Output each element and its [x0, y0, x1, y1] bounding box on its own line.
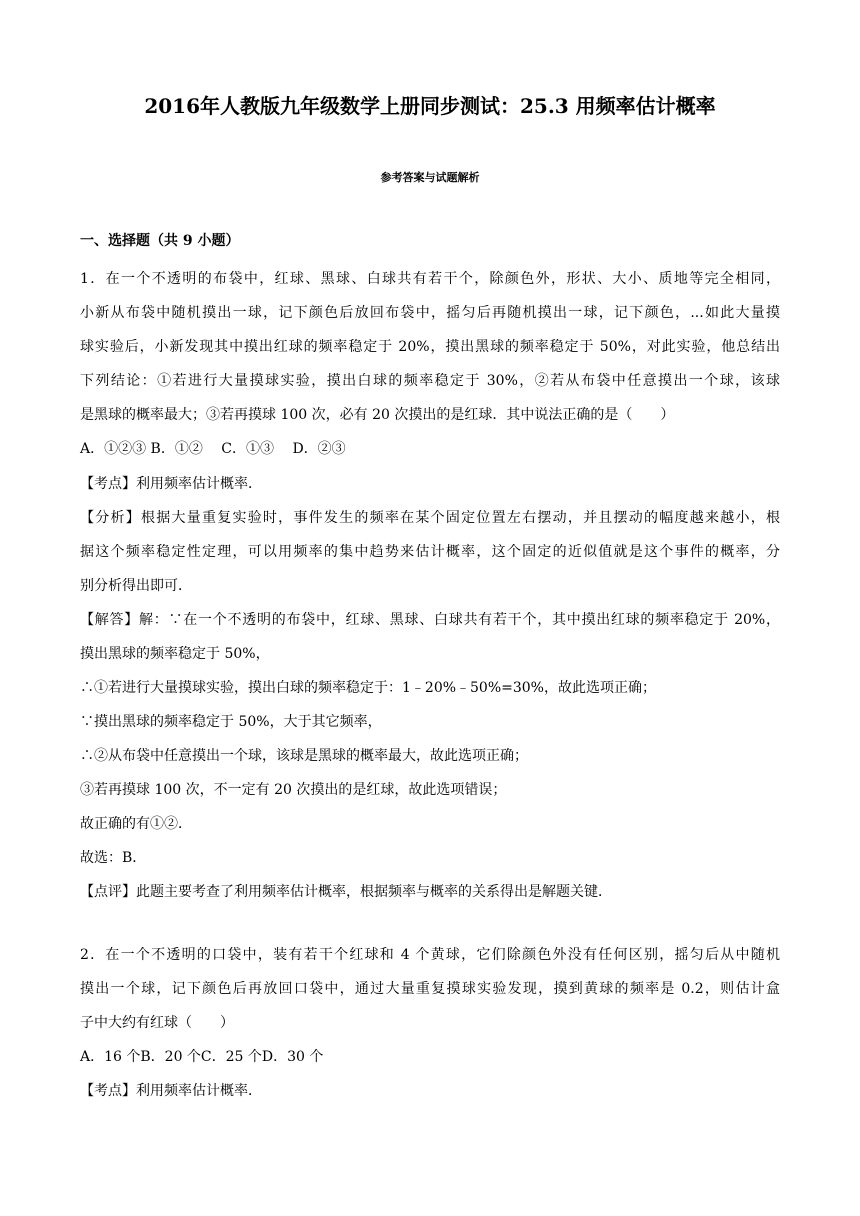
q1-options: A．①②③ B．①② C．①③ D．②③ — [80, 441, 346, 457]
q1-jieda-line: 故选：B． — [80, 850, 147, 866]
q2-stem-line: 子中大约有红球（ ） — [80, 1015, 234, 1031]
q2-kaodian: 【考点】利用频率估计概率． — [80, 1083, 262, 1099]
q1-stem-line: 球实验后，小新发现其中摸出红球的频率稳定于 20%，摸出黑球的频率稳定于 50%，对此实验，他总结出 — [80, 339, 780, 355]
q1-stem-line: 下列结论：①若进行大量摸球实验，摸出白球的频率稳定于 30%，②若从布袋中任意摸出一个球，该球 — [80, 373, 780, 389]
q1-stem-line: 1．在一个不透明的布袋中，红球、黑球、白球共有若干个，除颜色外，形状、大小、质地等完全相同， — [80, 271, 780, 287]
q1-jieda-line: ③若再摸球 100 次，不一定有 20 次摸出的是红球，故此选项错误； — [80, 782, 507, 798]
q1-fenxi-line: 据这个频率稳定性定理，可以用频率的集中趋势来估计概率，这个固定的近似值就是这个事件的概率，分 — [80, 544, 780, 560]
q1-fenxi-line: 【分析】根据大量重复实验时，事件发生的频率在某个固定位置左右摆动，并且摆动的幅度越来越小，根 — [80, 510, 780, 526]
section-heading: 一、选择题（共 9 小题） — [80, 233, 240, 249]
q1-kaodian: 【考点】利用频率估计概率． — [80, 476, 262, 492]
q1-jieda-line: ∵摸出黑球的频率稳定于 50%，大于其它频率， — [80, 714, 382, 730]
q1-stem-line: 小新从布袋中随机摸出一球，记下颜色后放回布袋中，摇匀后再随机摸出一球，记下颜色，...如此大量摸 — [80, 305, 780, 321]
q1-jieda-line: ∴②从布袋中任意摸出一个球，该球是黑球的概率最大，故此选项正确； — [80, 748, 528, 764]
q1-dianping: 【点评】此题主要考查了利用频率估计概率，根据频率与概率的关系得出是解题关键． — [80, 884, 612, 900]
q2-options: A．16 个B．20 个C．25 个D．30 个 — [80, 1049, 324, 1065]
q2-stem-line: 摸出一个球，记下颜色后再放回口袋中，通过大量重复摸球实验发现，摸到黄球的频率是 0.2，则估计盒 — [80, 981, 780, 997]
q1-stem-line: 是黑球的概率最大；③若再摸球 100 次，必有 20 次摸出的是红球．其中说法正确的是（ ） — [80, 407, 675, 423]
q1-jieda-line: ∴①若进行大量摸球实验，摸出白球的频率稳定于：1﹣20%﹣50%=30%，故此选项正确； — [80, 680, 656, 696]
q1-jieda-line: 摸出黑球的频率稳定于 50%， — [80, 646, 270, 662]
page-title: 2016年人教版九年级数学上册同步测试：25.3 用频率估计概率 — [144, 94, 716, 118]
q1-fenxi-line: 别分析得出即可． — [80, 578, 192, 594]
q1-jieda-line: 【解答】解：∵在一个不透明的布袋中，红球、黑球、白球共有若干个，其中摸出红球的频率稳定于 20%， — [80, 612, 780, 628]
q1-jieda-line: 故正确的有①②． — [80, 816, 192, 832]
page-subtitle: 参考答案与试题解析 — [380, 171, 480, 184]
q2-stem-line: 2．在一个不透明的口袋中，装有若干个红球和 4 个黄球，它们除颜色外没有任何区别，摇匀后从中随机 — [80, 947, 780, 963]
